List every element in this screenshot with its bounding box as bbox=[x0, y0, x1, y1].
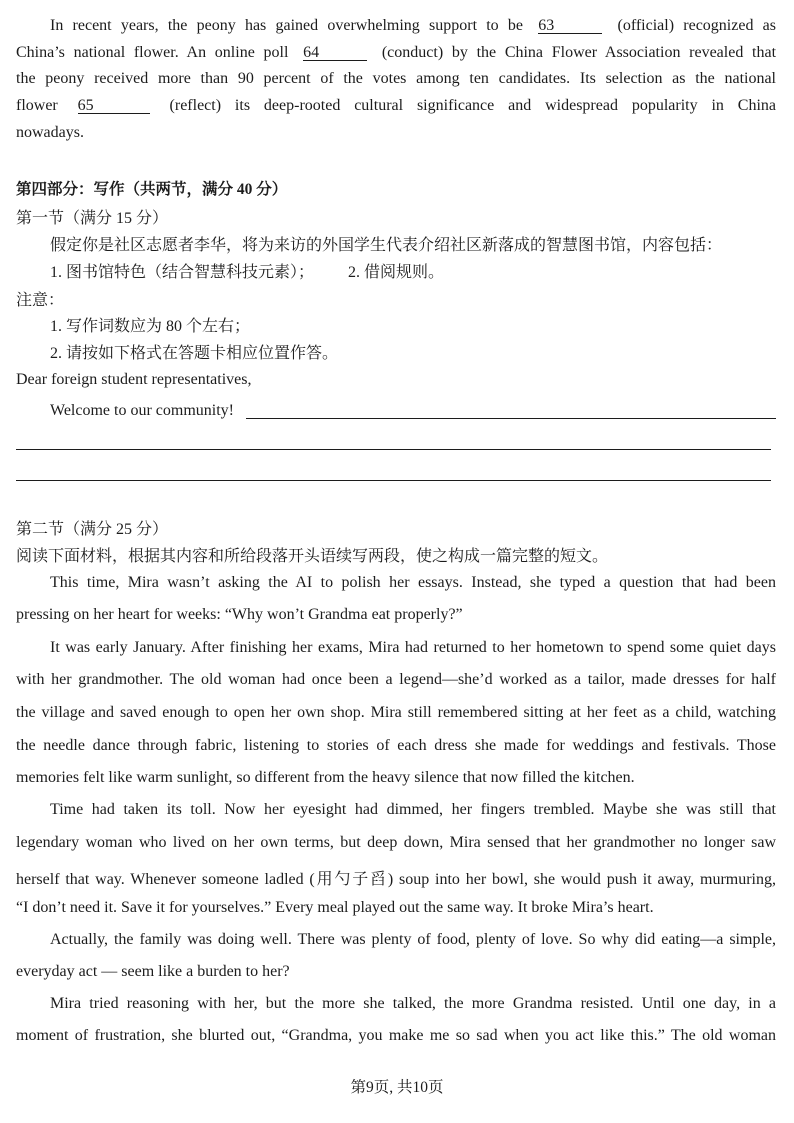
section1-point-2: 2. 借阅规则。 bbox=[348, 264, 445, 281]
story-p2-line1: It was early January. After finishing her exams, Mira had returned to her hometown to spend some quiet days bbox=[50, 639, 776, 656]
story-p2-line5: memories felt like warm sunlight, so different from the heavy silence that now filled the kitchen. bbox=[16, 769, 635, 786]
story-p3-line2: legendary woman who lived on her own terms, but deep down, Mira sensed that her grandmother no longer saw bbox=[16, 834, 776, 851]
note-2: 2. 请按如下格式在答题卡相应位置作答。 bbox=[50, 345, 339, 362]
story-p3-line4: “I don’t need it. Save it for yourselves.” Every meal played out the same way. It broke Mira’s heart. bbox=[16, 899, 654, 916]
answer-line bbox=[246, 418, 776, 419]
section2-title: 第二节（满分 25 分） bbox=[16, 521, 169, 538]
section1-title: 第一节（满分 15 分） bbox=[16, 210, 169, 227]
letter-welcome: Welcome to our community! bbox=[50, 402, 234, 419]
story-p2-line4: the needle dance through fabric, listening to stories of each dress she made for weddings and festivals. Those bbox=[16, 737, 776, 754]
blank-64: 64 bbox=[303, 45, 367, 61]
cloze-line-1 bbox=[16, 17, 776, 35]
cloze-text: (conduct) by the China Flower Association revealed that bbox=[381, 44, 777, 61]
cloze-text: flower bbox=[16, 97, 58, 114]
story-p4-line1: Actually, the family was doing well. There was plenty of food, plenty of love. So why did eating—a simple, bbox=[50, 931, 776, 948]
blank-63: 63 bbox=[538, 18, 602, 34]
story-p5-line1: Mira tried reasoning with her, but the more she talked, the more Grandma resisted. Until one day, in a bbox=[50, 995, 776, 1012]
blank-65: 65 bbox=[78, 98, 150, 114]
part4-title: 第四部分：写作（共两节，满分 40 分） bbox=[16, 181, 288, 198]
cloze-text: (official) recognized as bbox=[617, 17, 777, 34]
cloze-line-2 bbox=[16, 44, 776, 62]
cloze-text: China’s national flower. An online poll bbox=[16, 44, 289, 61]
page-number: 第9页, 共10页 bbox=[350, 1079, 444, 1096]
story-p4-line2: everyday act — seem like a burden to her? bbox=[16, 963, 290, 980]
section1-prompt: 假定你是社区志愿者李华，将为来访的外国学生代表介绍社区新落成的智慧图书馆，内容包括： bbox=[50, 237, 723, 254]
story-p2-line3: the village and saved enough to open her own shop. Mira still remembered sitting at her feet as a child, watching bbox=[16, 704, 776, 721]
cloze-text: (reflect) its deep-rooted cultural significance and widespread popularity in China bbox=[169, 97, 777, 114]
story-p3-line3: herself that way. Whenever someone ladled (用勺子舀) soup into her bowl, she would push it away, murmuring, bbox=[16, 871, 776, 888]
story-p1-line1: This time, Mira wasn’t asking the AI to polish her essays. Instead, she typed a question that had been bbox=[50, 574, 776, 591]
note-1: 1. 写作词数应为 80 个左右； bbox=[50, 318, 251, 335]
cloze-line-5: nowadays. bbox=[16, 124, 84, 141]
note-label: 注意： bbox=[16, 292, 65, 309]
answer-line bbox=[16, 449, 771, 450]
story-p5-line2: moment of frustration, she blurted out, “Grandma, you make me so sad when you act like this.” The old woman bbox=[16, 1027, 776, 1044]
section2-prompt: 阅读下面材料，根据其内容和所给段落开头语续写两段，使之构成一篇完整的短文。 bbox=[16, 548, 609, 565]
letter-salutation: Dear foreign student representatives, bbox=[16, 371, 252, 388]
cloze-line-4 bbox=[16, 97, 776, 115]
cloze-line-3: the peony received more than 90 percent of the votes among ten candidates. Its selection as the national bbox=[16, 70, 776, 87]
story-p1-line2: pressing on her heart for weeks: “Why won’t Grandma eat properly?” bbox=[16, 606, 463, 623]
section1-point-1: 1. 图书馆特色（结合智慧科技元素）； bbox=[50, 264, 315, 281]
answer-line bbox=[16, 480, 771, 481]
cloze-text: In recent years, the peony has gained overwhelming support to be bbox=[50, 17, 524, 34]
story-p3-line1: Time had taken its toll. Now her eyesight had dimmed, her fingers trembled. Maybe she was still that bbox=[50, 801, 776, 818]
story-p2-line2: with her grandmother. The old woman had once been a legend—she’d worked as a tailor, made dresses for half bbox=[16, 671, 776, 688]
